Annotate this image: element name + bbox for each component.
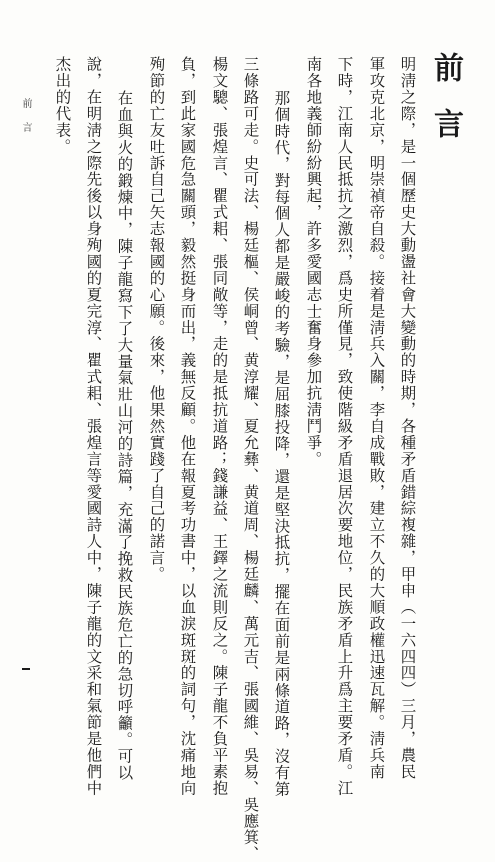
text-line-7: 楊文驄、張煌言、瞿式耜、張同敞等，走的是抵抗道路；錢謙益、王鐸之流則反之。陳子龍不負平素抱 [210,56,229,797]
page-number-mark [22,668,30,670]
running-head: 前言 [20,98,31,146]
text-line-4: 南各地義師紛紛興起，許多愛國志士奮身參加抗淸鬥爭。 [304,56,323,468]
text-line-6: 三條路可走。史可法、楊廷樞、侯峒曾、黄淳耀、夏允彝、黄道周、楊廷麟、萬元吉、張國維、吳易、吳應箕、 [241,56,260,862]
text-line-9: 殉節的亡友吐訴自己矢志報國的心願。後來，他果然實踐了自己的諾言。 [147,56,166,583]
text-line-8: 負，到此家國危急關頭，毅然挺身而出，義無反顧。他在報夏考功書中，以血淚斑斑的詞句，沈痛地向 [178,56,197,797]
text-line-10: 在血與火的鍛煉中，陳子龍寫下了大量氣壯山河的詩篇，充滿了挽救民族危亡的急切呼籲。可以 [115,90,134,781]
text-line-2: 軍攻克北京，明崇禎帝自殺。接着是淸兵入關，李自成戰敗，建立不久的大順政權迅速瓦解。淸兵南 [367,56,386,780]
text-line-5: 那個時代，對每個人都是嚴峻的考驗，是屈膝投降，還是堅決抵抗，擺在面前是兩條道路，沒有第 [272,90,291,798]
text-line-11: 說，在明淸之際先後以身殉國的夏完淳、瞿式耜、張煌言等愛國詩人中，陳子龍的文采和氣節是他們中 [84,56,103,797]
page-title: 前言 [428,52,463,164]
text-line-3: 下時，江南人民抵抗之激烈，爲史所僅見，致使階級矛盾退居次要地位，民族矛盾上升爲主要矛盾。江 [335,56,354,797]
text-line-1: 明淸之際，是一個歷史大動盪社會大變動的時期，各種矛盾錯綜複雜，甲申（一六四四）三月，農民 [398,56,417,780]
text-line-12: 杰出的代表。 [53,56,72,155]
